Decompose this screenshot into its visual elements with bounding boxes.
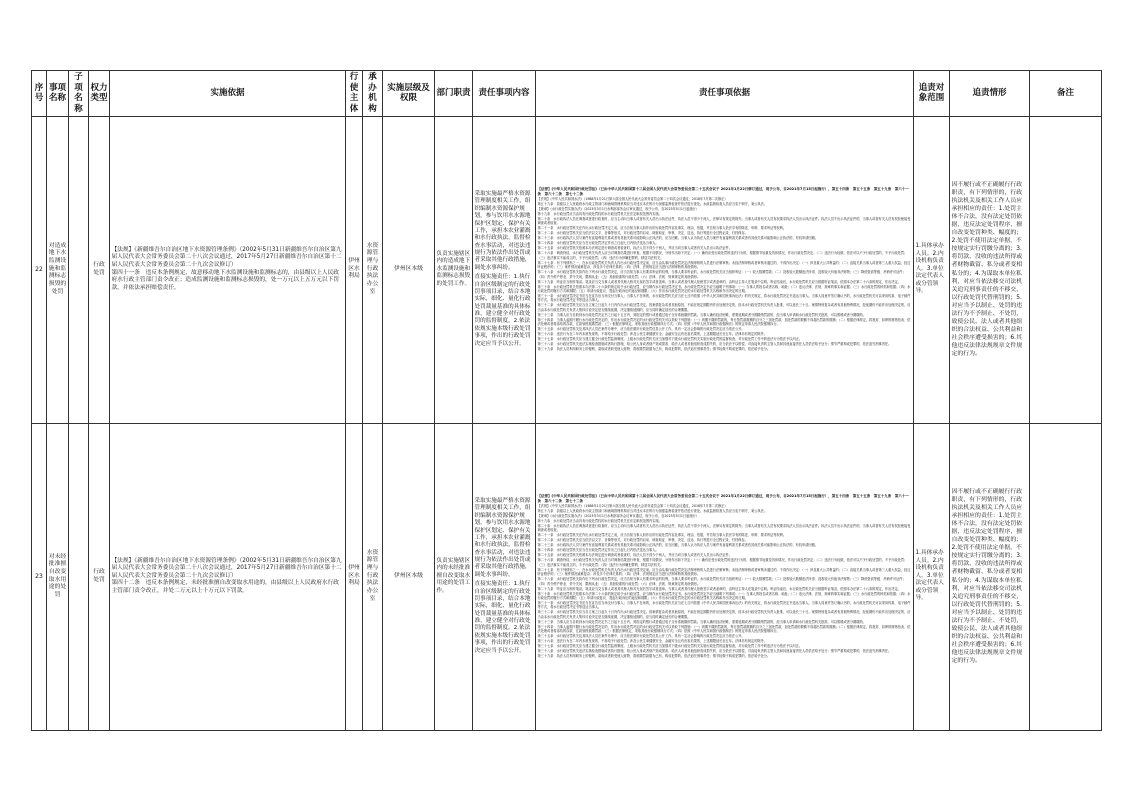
resp-basis-line: 第五十九条 县级以上人民政府水行政主管部门和流域管理机构应当对违反本法的行为加强监督检查并依法进行查处。水政监督检查人员应当忠于职守，秉公执法。 [537, 509, 767, 513]
resp-basis-line: 第三十九条 执法人员利用职务上的便利，索取或者收受他人财物、将收缴罚款据为己有，构成犯罪的，依法追究刑事责任；情节轻微不构成犯罪的，依法给予处分。 [537, 654, 771, 659]
header-sub-item: 子项名称 [69, 71, 89, 117]
row-agency: 水资源管理与行政执法办公室 [363, 423, 383, 730]
header-accountable: 追责对象范围 [914, 71, 950, 117]
resp-basis-line: 第三十七条 水行政处罚机关应当建立健全行政处罚监督制度。上级水行政处罚机关应当加强对下级水行政处罚机关实施行政处罚的监督检查，对行政处罚工作中的违法行为依法予以纠正。 [537, 644, 803, 649]
header-resp-basis: 责任事项依据 [536, 71, 914, 117]
resp-basis-line: 第十九条 水行政处罚应当由具有行政处罚权的水行政处罚机关在法定职权范围内实施。 [537, 519, 662, 523]
resp-basis-line: 第二十三条 水行政执法人员与案件有直接利害关系或者有其他关系可能影响公正执法的，应当回避。当事人认为执法人员与案件有直接利害关系或者有其他关系可能影响公正执法的，有权申请回避。 [537, 236, 818, 241]
resp-content-text: 采取实施最严格水资源管理制度相关工作，组织编制水资源保护规划，参与饮用水水源地保护区划定、保护有关工作，承担本农业灌溉和水行政执法，监督检查水事活动，对违法违规行为依法作出处罚或者采取其他行政措施，调处水事纠纷。 [474, 498, 531, 578]
header-level: 实施层级及权限 [383, 71, 435, 117]
resp-basis-line: 第三十九条 执法人员利用职务上的便利，索取或者收受他人财物、将收缴罚款据为己有，构成犯罪的，依法追究刑事责任；情节轻微不构成犯罪的，依法给予处分。 [537, 347, 771, 352]
row-resp-content [473, 423, 536, 730]
resp-basis-line: 第三十五条 水行政处罚机关及其执法人员在案件办理中，应当依法做好行政处罚信息公开工作。具有一定社会影响的行政处罚决定应当依法公开。 [537, 327, 745, 332]
resp-basis-line: 第二十三条 水行政执法人员与案件有直接利害关系或者有其他关系可能影响公正执法的，应当回避。当事人认为执法人员与案件有直接利害关系或者有其他关系可能影响公正执法的，有权申请回避。 [537, 543, 818, 548]
row-basis [110, 116, 346, 423]
resp-basis-line: 第三十七条 水行政处罚机关应当建立健全行政处罚监督制度。上级水行政处罚机关应当加强对下级水行政处罚机关实施行政处罚的监督检查，对行政处罚工作中的违法行为依法予以纠正。 [537, 337, 803, 342]
row-resp-basis [536, 423, 914, 730]
basis-prefix: 【法规】《新疆维吾尔自治区地下水资源管理条例》（2002年5月31日新疆维吾尔自治区第九届人民代表大会常务委员会第二十八次会议通过，2017年5月27日新疆维吾尔自治区第十二届人民代表大会常务委员会第二十九次会议修订） [111, 557, 342, 579]
row-resp-basis [536, 116, 914, 423]
resp-basis-line: 第二十条 水行政执法人员在调查或者进行检查时，应当主动向当事人或者有关人员出示执法证件，执法人员不得少于两人，法律另有规定的除外。当事人或者有关人员有权要求执法人员出示执法证件。执法人员不出示执法证件的，当事人或者有关人员有权拒绝接受调查或者检查。 [537, 524, 911, 533]
basis-prefix: 【法规】《新疆维吾尔自治区地下水资源管理条例》（2002年5月31日新疆维吾尔自治区第九届人民代表大会常务委员会第二十八次会议通过，2017年5月27日新疆维吾尔自治区第十二届人民代表大会常务委员会第二十九次会议修订） [111, 246, 342, 268]
row-level: 伊州区本级 [383, 423, 435, 730]
resp-basis-line: 第十九条 水行政处罚应当由具有行政处罚权的水行政处罚机关在法定职权范围内实施。 [537, 212, 662, 216]
header-basis: 实施依据 [110, 71, 346, 117]
resp-basis-line: 第三十六条 违法行为在二年内未被发现的，不再给予行政处罚；涉及公民生命健康安全、金融安全且有危害后果的，上述期限延长至五年。法律另有规定的除外。 [537, 332, 767, 337]
row-item-name: 对造成地下水监测设施和监测标志损毁的处罚 [47, 116, 69, 423]
row-item-name: 对未经批准擅自改变取水用途的处罚 [47, 423, 69, 730]
row-resp-content [473, 116, 536, 423]
row-situations: 因不履行或不正确履行行政职责，有下列情形的，行政执法机关及相关工作人员应承担相应的责任：1.处罚主体不合法，没有法定处罚依据，违反法定处罚程序，擅自改变处罚种类、幅度的；2.处罚不使用法定单据，不按规定实行罚缴分离的；3.将罚款、没收的违法所得或者财物截留、私分或者变相私分的；4.为谋取本单位私利，对应当依法移交司法机关追究刑事责任的不移交，以行政处罚代替刑罚的；5.对应当予以制止、处罚的违法行为不予制止、不处罚，致使公民、法人或者其他组织的合法权益、公共利益和社会秩序遭受损害的；6.其他违反法律法规规章文件规定的行为。 [950, 423, 1030, 730]
resp-basis-line: 【法律】《中华人民共和国行政处罚法》（已由中华人民共和国第十三届全国人民代表大会常务委员会第二十五次会议于 2021年1月22日修订通过，现予公布，自2021年7月15日起施行），第五十四条 第五十五条 第五十九条 第六十一条 第六十二条 第七十二条 [537, 186, 909, 196]
resp-basis-line: 第二十九条 听证应当制作笔录。笔录应当交当事人或者其代理人核对无误后签字或者盖章。当事人或者其代理人拒绝签字或者盖章的，由听证主持人在笔录中注明。听证结束后，水行政处罚机关应当根据听证笔录，依照本办法第二十六条的规定，作出决定。 [537, 279, 901, 284]
resp-basis-line: 【规章】《水行政处罚实施办法》（2023年3月1日水利部部务会议审议通过，现予公布，自2023年5月1日起施行） [537, 207, 699, 211]
resp-basis-line: 第三十条 水行政处罚机关依照本办法第二十六条的规定给予水行政处罚，应当制作水行政处罚决定书。水行政处罚决定书应当载明下列事项：（一）当事人的姓名或者名称、地址；（二）违反法律、法规、规章的事实和证据；（三）水行政处罚的种类和依据；（四）水行政处罚的履行方式和期限；（五）申请行政复议、提起行政诉讼的途径和期限；（六）作出水行政处罚决定的水行政处罚机关名称和作出决定的日期。 [537, 284, 911, 294]
row-seq: 22 [32, 116, 47, 423]
row-remarks [1030, 116, 1102, 423]
resp-basis-line: 第二十六条 调查终结，水行政处罚机关负责人应当对调查结果进行审查，根据不同情况，分别作出如下决定：（一）确有应受行政处罚的违法行为的，根据情节轻重及具体情况，作出行政处罚决定；（二）违法行为轻微，依法可以不予行政处罚的，不予行政处罚；（三）违法事实不能成立的，不予行政处罚；（四）违法行为涉嫌犯罪的，移送司法机关。 [537, 558, 908, 567]
row-sub-item [69, 116, 89, 423]
resp-detail-text: 直接实施责任：1.执行自治区级制定的行政处罚事项目录，结合本地实际，细化、量化行政处罚裁量基准的具体标准，建立健全对行政处罚的监督制度。2.依法依规实施本级行政处罚事项，作出的行政处罚决定应当予以公开。 [474, 274, 531, 347]
resp-basis-line: 第三十八条 水行政处罚机关违法实施检查措施或者执行措施，给公民人身或者财产造成损害、给法人或者其他组织造成损失的，应当依法予以赔偿，对直接负责的主管人员和其他直接责任人员依法给予处分；情节严重构成犯罪的，依法追究刑事责任。 [537, 649, 892, 654]
row-power-type: 行政处罚 [89, 423, 110, 730]
row-seq: 23 [32, 423, 47, 730]
header-power-type: 权力类型 [89, 71, 110, 117]
header-situations: 追责情形 [950, 71, 1030, 117]
row-subject: 伊州区水利局 [346, 423, 363, 730]
resp-content-text: 采取实施最严格水资源管理制度相关工作，组织编制水资源保护规划，参与饮用水水源地保护区划定、保护有关工作，承担本农业灌溉和水行政执法，监督检查水事活动，对违法违规行为依法作出处罚或者采取其他行政措施，调处水事纠纷。 [474, 191, 531, 271]
resp-basis-line: 第二十九条 听证应当制作笔录。笔录应当交当事人或者其代理人核对无误后签字或者盖章。当事人或者其代理人拒绝签字或者盖章的，由听证主持人在笔录中注明。听证结束后，水行政处罚机关应当根据听证笔录，依照本办法第二十六条的规定，作出决定。 [537, 586, 901, 591]
header-remarks: 备注 [1030, 71, 1102, 117]
row-situations: 因不履行或不正确履行行政职责，有下列情形的，行政执法机关及相关工作人员应承担相应的责任：1.处罚主体不合法，没有法定处罚依据，违反法定处罚程序，擅自改变处罚种类、幅度的；2.处罚不使用法定单据，不按规定实行罚缴分离的；3.将罚款、没收的违法所得或者财物截留、私分或者变相私分的；4.为谋取本单位私利，对应当依法移交司法机关追究刑事责任的不移交，以行政处罚代替刑罚的；5.对应当予以制止、处罚的违法行为不予制止、不处罚，致使公民、法人或者其他组织的合法权益、公共利益和社会秩序遭受损害的；6.其他违反法律法规规章文件规定的行为。 [950, 116, 1030, 423]
resp-basis-line: 【法律】《中华人民共和国行政处罚法》（已由中华人民共和国第十三届全国人民代表大会常务委员会第二十五次会议于 2021年1月22日修订通过，现予公布，自2021年7月15日起施行），第五十四条 第五十五条 第五十九条 第六十一条 第六十二条 第七十二条 [537, 493, 909, 503]
resp-basis-line: 第二十条 水行政执法人员在调查或者进行检查时，应当主动向当事人或者有关人员出示执法证件，执法人员不得少于两人，法律另有规定的除外。当事人或者有关人员有权要求执法人员出示执法证件。执法人员不出示执法证件的，当事人或者有关人员有权拒绝接受调查或者检查。 [537, 217, 911, 226]
row-subject: 伊州区水利局 [346, 116, 363, 423]
resp-basis-line: 第三十条 水行政处罚机关依照本办法第二十六条的规定给予水行政处罚，应当制作水行政处罚决定书。水行政处罚决定书应当载明下列事项：（一）当事人的姓名或者名称、地址；（二）违反法律、法规、规章的事实和证据；（三）水行政处罚的种类和依据；（四）水行政处罚的履行方式和期限；（五）申请行政复议、提起行政诉讼的途径和期限；（六）作出水行政处罚决定的水行政处罚机关名称和作出决定的日期。 [537, 591, 911, 601]
row-remarks [1030, 423, 1102, 730]
row-basis [110, 423, 346, 730]
resp-basis-line: 第三十二条 水行政处罚机关应当自立案之日起九十日内作出水行政处罚决定。因案情复杂或者其他原因，不能在规定期限内作出处理决定的，经本水行政处罚机关负责人批准，可以延长三十日。案情特别复杂或者有其他特殊情况，经延期仍不能作出处理决定的，应当由本水行政处罚机关负责人集体讨论决定是否继续延期，决定继续延期的，应当同时确定延长的合理期限。 [537, 303, 911, 312]
header-seq: 序号 [32, 71, 47, 117]
resp-basis-line: 第二十八条 水行政处罚机关拟作出下列水行政处罚决定，应当告知当事人有要求听证的权利，当事人要求听证的，水行政处罚机关应当组织听证：（一）较大数额罚款；（二）没收较大数额违法所得、没收较大价值非法财物；（三）降低资质等级、吊销许可证件；（四）责令停产停业、责令关闭、限制从业；（五）其他较重的行政处罚；（六）法律、法规、规章规定的其他情形。 [537, 577, 906, 586]
resp-basis-line: 第二十七条 有下列情形之一，在水行政处罚机关负责人作出水行政处罚决定前，应当由从事行政处罚决定法制审核的人员进行法制审核；未经法制审核或者审核未通过的，不得作出决定：（一）涉及重大公共利益的；（二）直接关系当事人或者第三人重大权益，经过听证程序的；（三）案件情况疑难复杂、涉及多个法律关系的；（四）法律、法规规定应当进行法制审核的其他情形。 [537, 567, 911, 577]
resp-basis-line: 第二十六条 调查终结，水行政处罚机关负责人应当对调查结果进行审查，根据不同情况，分别作出如下决定：（一）确有应受行政处罚的违法行为的，根据情节轻重及具体情况，作出行政处罚决定；（二）违法行为轻微，依法可以不予行政处罚的，不予行政处罚；（三）违法事实不能成立的，不予行政处罚；（四）违法行为涉嫌犯罪的，移送司法机关。 [537, 251, 908, 260]
row-duty: 负责实施辖区内的未经批准擅自改变取水用途的处罚工作。 [435, 423, 473, 730]
resp-basis-line: 第二十四条 水行政处罚机关应当在行政处罚决定作出之日起七日内依法送达当事人。 [537, 241, 659, 246]
header-duty: 部门职责 [435, 71, 473, 117]
resp-basis-line: 第二十一条 水行政处罚机关在作出水行政处罚决定之前，应当告知当事人拟作出的行政处罚内容及事实、理由、依据，并告知当事人依法享有的陈述、申辩、要求听证等权利。 [537, 226, 787, 231]
resp-basis-line: 第二十一条 水行政处罚机关在作出水行政处罚决定之前，应当告知当事人拟作出的行政处罚内容及事实、理由、依据，并告知当事人依法享有的陈述、申辩、要求听证等权利。 [537, 533, 787, 538]
resp-basis-line: 第三十三条 当事人应当自收到水行政处罚决定书之日起十五日内，到指定的银行或者通过电子支付系统缴纳罚款。当事人确有经济困难，需要延期或者分期缴纳罚款的，经当事人申请和水行政处罚机关批准，可以暂缓或者分期缴纳。 [537, 619, 866, 624]
resp-basis-line: 第二十五条 水行政处罚机关依照本办法规定进行调查或者检查时，执法人员不得少于两人，并应当向当事人或者有关人员出示执法证件。 [537, 553, 732, 558]
resp-basis-line: 第三十五条 水行政处罚机关及其执法人员在案件办理中，应当依法做好行政处罚信息公开工作。具有一定社会影响的行政处罚决定应当依法公开。 [537, 634, 745, 639]
row-accountable: 1.具体承办人员。2.内设机构负责人。3.单位法定代表人或分管领导。 [914, 423, 950, 730]
row-accountable: 1.具体承办人员。2.内设机构负责人。3.单位法定代表人或分管领导。 [914, 116, 950, 423]
table-row [32, 116, 1102, 423]
resp-basis-line: 第二十五条 水行政处罚机关依照本办法规定进行调查或者检查时，执法人员不得少于两人，并应当向当事人或者有关人员出示执法证件。 [537, 246, 732, 251]
basis-article: 第四十二条 违反本条例规定，未经批准擅自改变取水用途的，由县级以上人民政府水行政主管部门责令改正，并处二万元以上十万元以下罚款。 [111, 580, 339, 594]
resp-basis-line: 第三十六条 违法行为在二年内未被发现的，不再给予行政处罚；涉及公民生命健康安全、金融安全且有危害后果的，上述期限延长至五年。法律另有规定的除外。 [537, 639, 767, 644]
resp-basis-line: 【法规】《中华人民共和国水法》（1988年1月21日第六届全国人民代表大会常务委员会第二十四次会议通过，2016年7月第二次修正） [537, 504, 728, 508]
row-power-type: 行政处罚 [89, 116, 110, 423]
resp-basis-line: 【规章】《水行政处罚实施办法》（2023年3月1日水利部部务会议审议通过，现予公布，自2023年5月1日起施行） [537, 514, 699, 518]
resp-basis-line: 第五十九条 县级以上人民政府水行政主管部门和流域管理机构应当对违反本法的行为加强监督检查并依法进行查处。水政监督检查人员应当忠于职守，秉公执法。 [537, 202, 767, 206]
row-agency: 水资源管理与行政执法办公室 [363, 116, 383, 423]
header-item-name: 事项名称 [47, 71, 69, 117]
table-header-row [32, 71, 1102, 117]
header-subject: 行使主体 [346, 71, 363, 117]
resp-basis-line: 【法规】《中华人民共和国水法》（1988年1月21日第六届全国人民代表大会常务委员会第二十四次会议通过，2016年7月第二次修正） [537, 197, 728, 201]
resp-basis-line: 第二十二条 水行政处罚机关应当依法以文字、音像等形式，对行政处罚的启动、调查取证、审核、决定、送达、执行等进行全过程记录，归档保存。 [537, 231, 748, 236]
resp-basis-line: 第三十一条 水行政处罚决定书应当在宣告后当场交付当事人；当事人不在场的，水行政处罚机关应当在七日内依照《中华人民共和国民事诉讼法》的有关规定，将水行政处罚决定书送达当事人。当事人同意并签订确认书的，水行政处罚机关可以采用传真、电子邮件等方式，将水行政处罚决定书等送达当事人。 [537, 601, 911, 610]
resp-detail-text: 直接实施责任：1.执行自治区级制定的行政处罚事项目录，结合本地实际，细化、量化行政处罚裁量基准的具体标准，建立健全对行政处罚的监督制度。2.依法依规实施本级行政处罚事项，作出的行政处罚决定应当予以公开。 [474, 581, 531, 654]
resp-basis-line: 第二十二条 水行政处罚机关应当依法以文字、音像等形式，对行政处罚的启动、调查取证、审核、决定、送达、执行等进行全过程记录，归档保存。 [537, 538, 748, 543]
row-level: 伊州区本级 [383, 116, 435, 423]
resp-basis-line: 第三十二条 水行政处罚机关应当自立案之日起九十日内作出水行政处罚决定。因案情复杂或者其他原因，不能在规定期限内作出处理决定的，经本水行政处罚机关负责人批准，可以延长三十日。案情特别复杂或者有其他特殊情况，经延期仍不能作出处理决定的，应当由本水行政处罚机关负责人集体讨论决定是否继续延期，决定继续延期的，应当同时确定延长的合理期限。 [537, 610, 911, 619]
resp-basis-line: 第二十四条 水行政处罚机关应当在行政处罚决定作出之日起七日内依法送达当事人。 [537, 548, 659, 553]
header-agency: 承办机构 [363, 71, 383, 117]
responsibility-table [31, 70, 1102, 731]
resp-basis-line: 第三十四条 当事人逾期不履行水行政处罚决定的，作出水行政处罚决定的水行政处罚机关可以采取下列措施：（一）到期不缴纳罚款的，每日按罚款数额的百分之三加处罚款，加处罚款的数额不得超出罚款的数额；（二）根据法律规定，将查封、扣押的财物拍卖、依法处理或者将冻结的存款、汇款划拨抵缴罚款；（三）根据法律规定，采取其他行政强制执行方式；（四）依照《中华人民共和国行政强制法》的规定申请人民法院强制执行。 [537, 624, 911, 634]
row-duty: 负责实施辖区内的造成地下水监测设施和监测标志损毁的处罚工作。 [435, 116, 473, 423]
table-row [32, 423, 1102, 730]
row-sub-item [69, 423, 89, 730]
resp-basis-line: 第三十一条 水行政处罚决定书应当在宣告后当场交付当事人；当事人不在场的，水行政处罚机关应当在七日内依照《中华人民共和国民事诉讼法》的有关规定，将水行政处罚决定书送达当事人。当事人同意并签订确认书的，水行政处罚机关可以采用传真、电子邮件等方式，将水行政处罚决定书等送达当事人。 [537, 294, 911, 303]
resp-basis-line: 第二十八条 水行政处罚机关拟作出下列水行政处罚决定，应当告知当事人有要求听证的权利，当事人要求听证的，水行政处罚机关应当组织听证：（一）较大数额罚款；（二）没收较大数额违法所得、没收较大价值非法财物；（三）降低资质等级、吊销许可证件；（四）责令停产停业、责令关闭、限制从业；（五）其他较重的行政处罚；（六）法律、法规、规章规定的其他情形。 [537, 270, 906, 279]
header-resp-content: 责任事项内容 [473, 71, 536, 117]
resp-basis-line: 第二十七条 有下列情形之一，在水行政处罚机关负责人作出水行政处罚决定前，应当由从事行政处罚决定法制审核的人员进行法制审核；未经法制审核或者审核未通过的，不得作出决定：（一）涉及重大公共利益的；（二）直接关系当事人或者第三人重大权益，经过听证程序的；（三）案件情况疑难复杂、涉及多个法律关系的；（四）法律、法规规定应当进行法制审核的其他情形。 [537, 260, 911, 270]
resp-basis-line: 第三十八条 水行政处罚机关违法实施检查措施或者执行措施，给公民人身或者财产造成损害、给法人或者其他组织造成损失的，应当依法予以赔偿，对直接负责的主管人员和其他直接责任人员依法给予处分；情节严重构成犯罪的，依法追究刑事责任。 [537, 342, 892, 347]
basis-article: 第四十一条 违反本条例规定，故意移动地下水监测设施和监测标志的，由县级以上人民政府水行政主管部门责令改正；造成监测设施和监测标志损毁的，处一万元以上五万元以下罚款，并依法承担赔偿责任。 [111, 269, 339, 291]
resp-basis-line: 第三十三条 当事人应当自收到水行政处罚决定书之日起十五日内，到指定的银行或者通过电子支付系统缴纳罚款。当事人确有经济困难，需要延期或者分期缴纳罚款的，经当事人申请和水行政处罚机关批准，可以暂缓或者分期缴纳。 [537, 312, 866, 317]
resp-basis-line: 第三十四条 当事人逾期不履行水行政处罚决定的，作出水行政处罚决定的水行政处罚机关可以采取下列措施：（一）到期不缴纳罚款的，每日按罚款数额的百分之三加处罚款，加处罚款的数额不得超出罚款的数额；（二）根据法律规定，将查封、扣押的财物拍卖、依法处理或者将冻结的存款、汇款划拨抵缴罚款；（三）根据法律规定，采取其他行政强制执行方式；（四）依照《中华人民共和国行政强制法》的规定申请人民法院强制执行。 [537, 317, 911, 327]
